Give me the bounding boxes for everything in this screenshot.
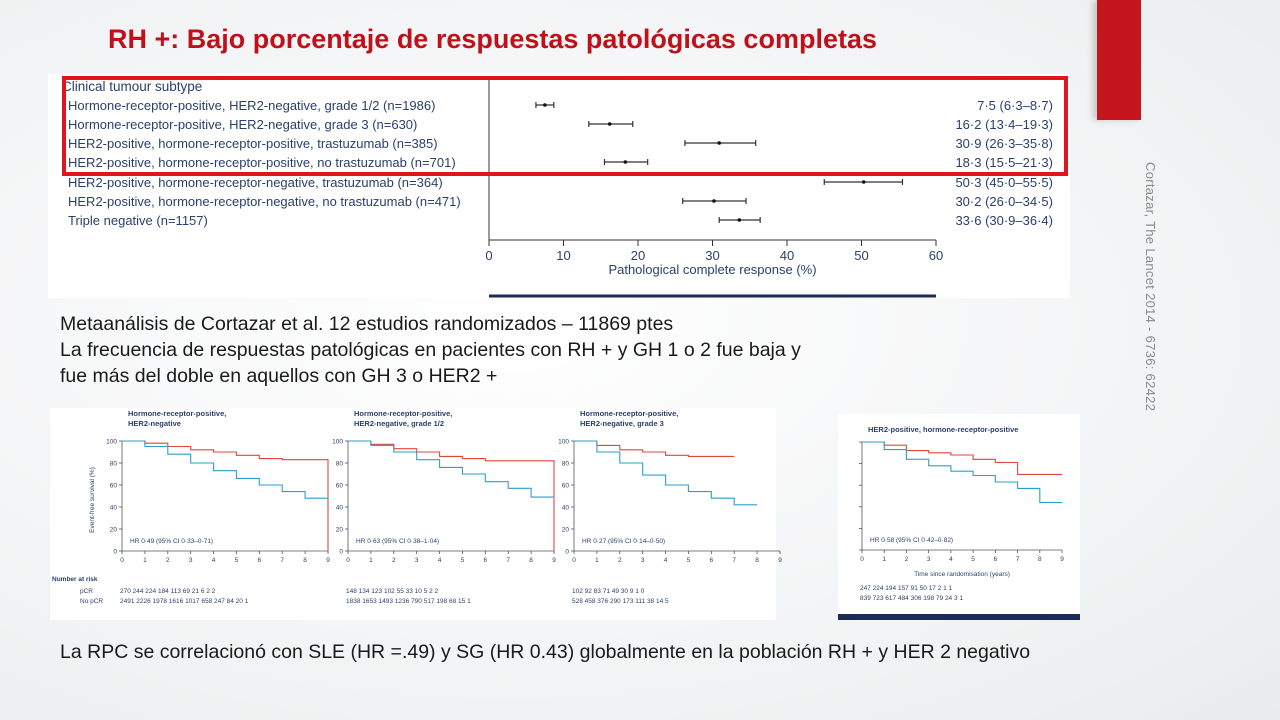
km-x-axis-label: Time since randomisation (years) xyxy=(914,571,1010,578)
km-y-tick-label: 40 xyxy=(561,504,569,512)
km-risk-no-pcr: 839 723 617 484 306 198 79 24 3 1 xyxy=(860,595,964,602)
forest-ci-text: 30·2 (26·0–34·5) xyxy=(955,194,1053,209)
km-curves-svg xyxy=(50,408,782,620)
forest-row-label: HER2-positive, hormone-receptor-negative, trastuzumab (n=364) xyxy=(68,175,443,190)
km-no-pcr-curve xyxy=(862,442,1062,503)
km-pcr-curve xyxy=(122,441,328,551)
accent-bar xyxy=(1097,0,1141,120)
km-hazard-ratio: HR 0·27 (95% CI 0·14–0·50) xyxy=(582,538,666,545)
km-x-tick-label: 8 xyxy=(755,557,759,564)
km-risk-label-no-pcr: No pCR xyxy=(80,598,104,605)
km-pcr-curve xyxy=(574,441,734,456)
forest-ci-text: 50·3 (45·0–55·5) xyxy=(955,175,1053,190)
forest-point-estimate xyxy=(738,218,742,222)
km-risk-no-pcr: 2491 2226 1978 1616 1017 658 247 84 20 1 xyxy=(120,598,249,605)
forest-ci-text: 33·6 (30·9–36·4) xyxy=(955,213,1053,228)
km-x-tick-label: 0 xyxy=(572,557,576,564)
panel-bottom-bar xyxy=(838,614,1080,620)
km-panel-subtitle: HER2-negative xyxy=(128,419,181,428)
km-y-tick-label: 0 xyxy=(113,548,117,556)
km-x-tick-label: 8 xyxy=(529,557,533,564)
km-pcr-curve xyxy=(348,441,554,551)
km-y-tick-label: 20 xyxy=(109,526,117,534)
km-no-pcr-curve xyxy=(574,441,757,505)
km-hazard-ratio: HR 0·58 (95% CI 0·42–0·82) xyxy=(870,537,954,544)
km-y-tick-label: 100 xyxy=(106,438,117,446)
km-x-tick-label: 9 xyxy=(778,557,782,564)
forest-row-label: HER2-positive, hormone-receptor-positive, trastuzumab (n=385) xyxy=(68,136,438,151)
km-risk-pcr: 270 244 224 184 113 69 21 6 2 2 xyxy=(120,588,216,595)
km-panel-title: Hormone-receptor-positive, xyxy=(128,409,227,418)
km-y-tick-label: 80 xyxy=(335,460,343,468)
km-y-tick-label: 100 xyxy=(332,438,343,446)
forest-ci-text: 18·3 (15·5–21·3) xyxy=(955,155,1053,170)
km-y-tick-label: 40 xyxy=(109,504,117,512)
km-y-tick-label: 0 xyxy=(565,548,569,556)
forest-ci-text: 30·9 (26·3–35·8) xyxy=(955,136,1053,151)
km-hazard-ratio: HR 0·49 (95% CI 0·33–0·71) xyxy=(130,538,214,545)
km-x-tick-label: 8 xyxy=(1037,556,1042,563)
forest-point-estimate xyxy=(862,180,866,184)
km-x-tick-label: 2 xyxy=(391,557,396,564)
km-x-tick-label: 3 xyxy=(926,556,931,563)
paragraph-2: La RPC se correlacionó con SLE (HR =.49) y SG (HR 0.43) globalmente en la población RH + y HER 2 negativo xyxy=(60,641,1031,663)
km-risk-header: Number at risk xyxy=(52,576,98,583)
km-curves-panel xyxy=(50,408,782,620)
km-x-tick-label: 4 xyxy=(949,556,953,563)
km-risk-no-pcr: 1838 1653 1493 1236 790 517 198 68 15 1 xyxy=(346,598,471,605)
km-x-tick-label: 1 xyxy=(143,557,147,564)
km-x-tick-label: 8 xyxy=(303,557,307,564)
km-risk-pcr: 148 134 123 102 55 33 10 5 2 2 xyxy=(346,588,439,595)
km-y-tick-label: 60 xyxy=(561,482,569,490)
km-x-tick-label: 9 xyxy=(326,557,330,564)
citation: Cortazar, The Lancet 2014 - 6736: 62422 xyxy=(1143,162,1158,412)
km-x-tick-label: 4 xyxy=(437,557,442,564)
km-x-tick-label: 1 xyxy=(595,557,599,564)
km-x-tick-label: 5 xyxy=(971,556,975,563)
highlight-box xyxy=(62,76,1068,176)
km-panel-title: Hormone-receptor-positive, xyxy=(354,409,453,418)
km-x-tick-label: 1 xyxy=(369,557,373,564)
forest-x-tick-label: 60 xyxy=(928,248,944,263)
km-x-tick-label: 0 xyxy=(120,557,124,564)
km-x-tick-label: 7 xyxy=(506,557,511,564)
km-x-tick-label: 0 xyxy=(860,556,864,563)
km-x-tick-label: 6 xyxy=(993,556,998,563)
km-x-tick-label: 9 xyxy=(552,557,556,564)
paragraph-1-line-3: fue más del doble en aquellos con GH 3 o HER2 + xyxy=(60,365,498,387)
km-her2-svg xyxy=(838,414,1080,620)
forest-ci-text: 16·2 (13·4–19·3) xyxy=(955,117,1053,132)
km-x-tick-label: 6 xyxy=(257,557,262,564)
forest-x-tick-label: 40 xyxy=(779,248,795,263)
km-x-tick-label: 2 xyxy=(904,556,909,563)
km-her2-panel xyxy=(838,414,1080,620)
km-panel-subtitle: HER2-negative, grade 1/2 xyxy=(354,419,445,428)
forest-point-estimate xyxy=(712,199,716,203)
forest-x-tick-label: 30 xyxy=(705,248,720,263)
km-y-axis-label: Event-free survival (%) xyxy=(89,467,96,533)
forest-row-label: HER2-positive, hormone-receptor-negative, no trastuzumab (n=471) xyxy=(68,194,461,209)
km-y-tick-label: 80 xyxy=(109,460,117,468)
forest-row-label: Hormone-receptor-positive, HER2-negative, grade 1/2 (n=1986) xyxy=(68,98,436,113)
km-x-tick-label: 7 xyxy=(732,557,737,564)
km-risk-pcr: 247 224 194 157 91 50 17 2 1 1 xyxy=(860,585,953,592)
slide-title: RH +: Bajo porcentaje de respuestas patológicas completas xyxy=(108,24,877,54)
km-y-tick-label: 20 xyxy=(561,526,569,534)
km-x-tick-label: 3 xyxy=(414,557,419,564)
km-no-pcr-curve xyxy=(348,441,554,497)
km-y-tick-label: 40 xyxy=(335,504,343,512)
forest-row-label: Hormone-receptor-positive, HER2-negative, grade 3 (n=630) xyxy=(68,117,418,132)
paragraph-1-line-1: Metaanálisis de Cortazar et al. 12 estudios randomizados – 11869 ptes xyxy=(60,313,674,335)
forest-ci-text: 7·5 (6·3–8·7) xyxy=(977,98,1053,113)
paragraph-1 xyxy=(60,311,1090,389)
forest-x-tick-label: 0 xyxy=(485,248,493,263)
km-x-tick-label: 7 xyxy=(1015,556,1020,563)
km-panel-subtitle: HER2-negative, grade 3 xyxy=(580,419,664,428)
forest-x-tick-label: 20 xyxy=(630,248,646,263)
forest-row-label: HER2-positive, hormone-receptor-positive, no trastuzumab (n=701) xyxy=(68,155,456,170)
km-x-tick-label: 3 xyxy=(640,557,645,564)
km-y-tick-label: 60 xyxy=(109,482,117,490)
km-x-tick-label: 5 xyxy=(234,557,239,564)
km-x-tick-label: 7 xyxy=(280,557,285,564)
paragraph-1-line-2: La frecuencia de respuestas patológicas en pacientes con RH + y GH 1 o 2 fue baja y xyxy=(60,339,801,361)
km-x-tick-label: 1 xyxy=(882,556,887,563)
km-risk-no-pcr: 528 458 376 290 173 111 38 14 5 xyxy=(572,598,669,605)
km-panel-title: Hormone-receptor-positive, xyxy=(580,409,679,418)
forest-x-axis-label: Pathological complete response (%) xyxy=(608,262,817,277)
km-x-tick-label: 0 xyxy=(346,557,350,564)
km-y-tick-label: 80 xyxy=(561,460,569,468)
km-x-tick-label: 4 xyxy=(211,557,216,564)
forest-x-tick-label: 10 xyxy=(556,248,571,263)
km-no-pcr-curve xyxy=(122,441,328,499)
km-panel-title: HER2-positive, hormone-receptor-positive xyxy=(868,425,1019,434)
km-risk-label-pcr: pCR xyxy=(80,588,94,595)
km-y-tick-label: 0 xyxy=(339,548,343,556)
km-pcr-curve xyxy=(862,442,1062,474)
km-y-tick-label: 100 xyxy=(558,438,569,446)
km-x-tick-label: 9 xyxy=(1060,556,1064,563)
km-y-tick-label: 20 xyxy=(335,526,343,534)
km-y-tick-label: 60 xyxy=(335,482,343,490)
km-x-tick-label: 5 xyxy=(460,557,465,564)
km-x-tick-label: 3 xyxy=(188,557,193,564)
forest-x-tick-label: 50 xyxy=(854,248,869,263)
km-x-tick-label: 5 xyxy=(686,557,691,564)
km-x-tick-label: 2 xyxy=(617,557,622,564)
km-x-tick-label: 6 xyxy=(483,557,488,564)
forest-row-label: Triple negative (n=1157) xyxy=(68,213,208,228)
km-x-tick-label: 4 xyxy=(663,557,668,564)
forest-header: Clinical tumour subtype xyxy=(62,79,203,94)
km-hazard-ratio: HR 0·63 (95% CI 0·38–1·04) xyxy=(356,538,440,545)
km-risk-pcr: 102 92 83 71 49 30 9 1 0 xyxy=(572,588,645,595)
km-x-tick-label: 6 xyxy=(709,557,714,564)
km-x-tick-label: 2 xyxy=(165,557,170,564)
